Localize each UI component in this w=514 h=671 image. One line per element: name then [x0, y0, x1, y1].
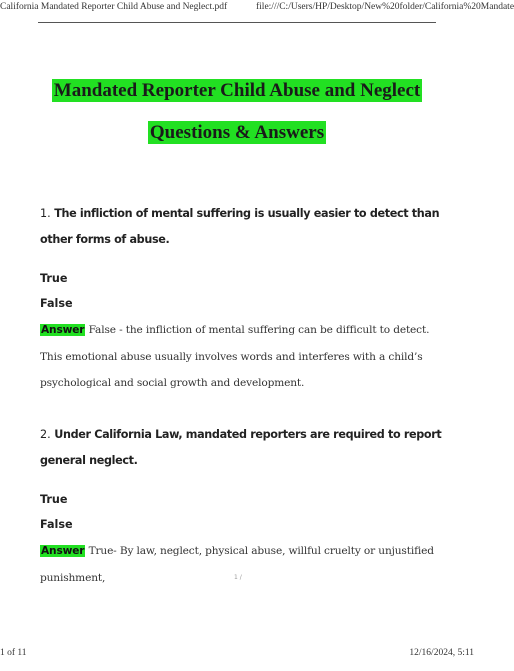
- title-highlight: Mandated Reporter Child Abuse and Neglect: [53, 80, 421, 101]
- print-footer-timestamp: 12/16/2024, 5:11: [409, 648, 474, 658]
- question-2-number: 2.: [40, 428, 51, 441]
- question-1-answer-text: False - the infliction of mental suffering can be difficult to detect. This emotional abuse usually involves words and interferes with a child’s psychological and social growth and development.: [40, 324, 430, 389]
- page-mark: 1 /: [234, 574, 242, 581]
- question-2-answer-text: True- By law, neglect, physical abuse, willful cruelty or unjustified punishment,: [40, 545, 434, 584]
- question-1: [40, 201, 450, 253]
- print-footer-page-count: 1 of 11: [0, 648, 27, 658]
- print-header: [0, 0, 514, 14]
- print-header-filename: California Mandated Reporter Child Abuse and Neglect.pdf: [0, 2, 228, 12]
- header-divider: [38, 22, 436, 23]
- print-header-file-path: file:///C:/Users/HP/Desktop/New%20folder/California%20Mandate: [256, 2, 514, 12]
- question-1-answer-label: Answer: [41, 324, 85, 336]
- document-title-line2: [0, 121, 474, 145]
- question-1-number: 1.: [40, 207, 51, 220]
- question-2-answer-label: Answer: [41, 545, 85, 557]
- question-1-text: The infliction of mental suffering is usually easier to detect than other forms of abuse.: [40, 207, 440, 246]
- question-1-answer: [40, 317, 448, 397]
- document-title-line1: [0, 79, 474, 103]
- subtitle-highlight: Questions & Answers: [149, 122, 325, 143]
- print-footer: [0, 648, 474, 662]
- question-2-option-true: True: [40, 493, 68, 506]
- question-2-option-false: False: [40, 518, 73, 531]
- question-1-option-false: False: [40, 297, 73, 310]
- question-2-text: Under California Law, mandated reporters are required to report general neglect.: [40, 428, 442, 467]
- question-2-answer: [40, 538, 448, 591]
- question-2: [40, 422, 450, 474]
- question-1-option-true: True: [40, 272, 68, 285]
